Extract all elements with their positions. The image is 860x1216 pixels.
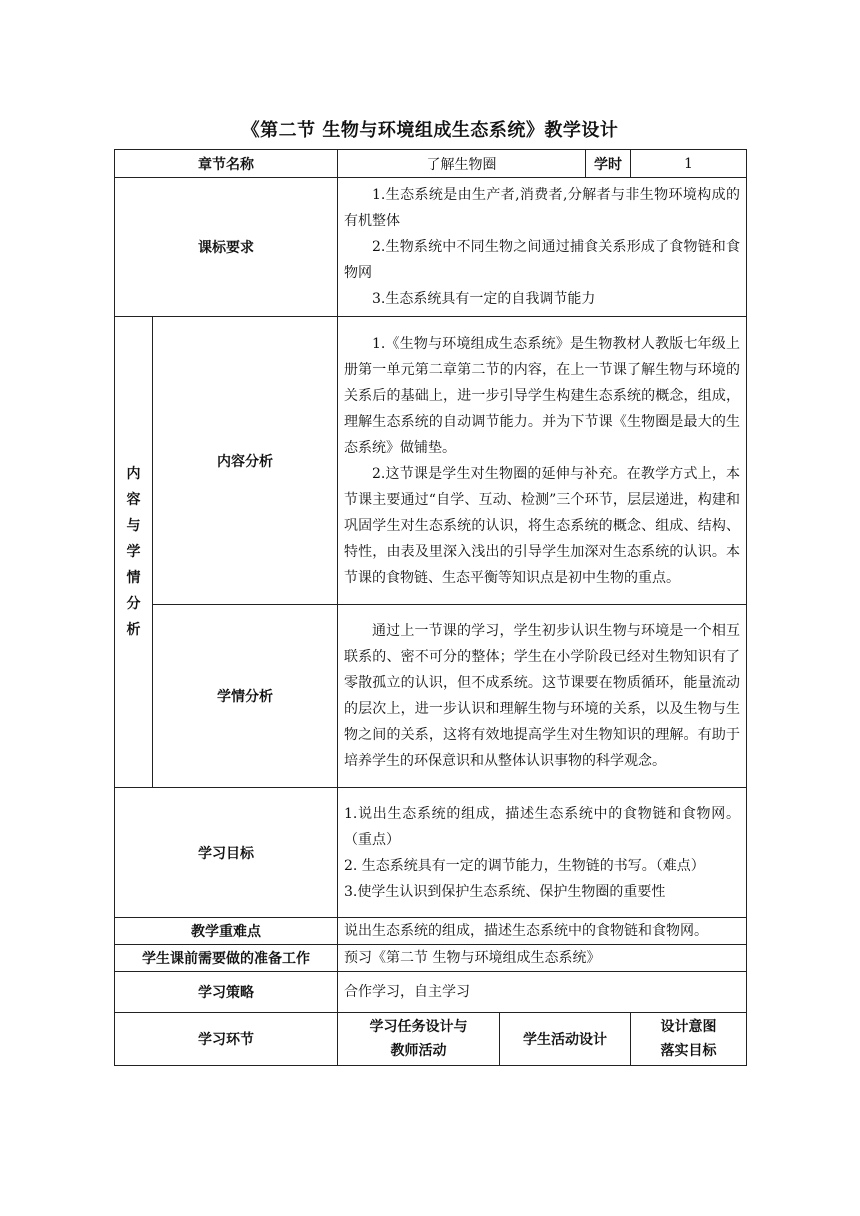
objectives-cell [338, 788, 747, 918]
objectives-row [115, 788, 747, 918]
intent-header [631, 1013, 747, 1066]
analysis-group-char: 情 [126, 570, 141, 586]
standards-item: 2.生物系统中不同生物之间通过捕食关系形成了食物链和食物网 [344, 239, 740, 281]
analysis-group-char: 分 [126, 596, 141, 612]
prep-label: 学生课前需要做的准备工作 [115, 945, 338, 972]
prep-row [115, 945, 747, 972]
task-header-line: 学习任务设计与 [369, 1019, 468, 1035]
analysis-group-label [115, 317, 153, 788]
stage-header-row [115, 1013, 747, 1066]
content-analysis-row [115, 317, 747, 605]
learner-analysis-cell [338, 605, 747, 788]
standards-row [115, 178, 747, 317]
standards-label: 课标要求 [115, 178, 338, 317]
learner-analysis-row [115, 605, 747, 788]
analysis-group-char: 学 [126, 544, 141, 560]
keypoints-label: 教学重难点 [115, 918, 338, 945]
activity-header: 学生活动设计 [500, 1013, 631, 1066]
chapter-value: 了解生物圈 [338, 150, 586, 178]
content-analysis-label: 内容分析 [153, 317, 338, 605]
analysis-group-char: 与 [126, 518, 141, 534]
lesson-plan-table [114, 149, 747, 1066]
content-analysis-paragraph: 2.这节课是学生对生物圈的延伸与补充。在教学方式上，本节课主要通过“自学、互动、检测”三个环节，层层递进，构建和巩固学生对生态系统的认识，将生态系统的概念、组成、结构、特性，由表及里深入浅出的引导学生加深对生态系统的认识。本节课的食物链、生态平衡等知识点是初中生物的重点。 [344, 465, 740, 586]
analysis-group-char: 析 [126, 622, 141, 638]
objectives-label: 学习目标 [115, 788, 338, 918]
standards-item: 3.生态系统具有一定的自我调节能力 [372, 291, 596, 307]
content-analysis-paragraph: 1.《生物与环境组成生态系统》是生物教材人教版七年级上册第一单元第二章第二节的内容，在上一节课了解生物与环境的关系后的基础上，进一步引导学生构建生态系统的概念，组成，理解生态系统的自动调节能力。并为下节课《生物圈是最大的生态系统》做铺垫。 [344, 335, 740, 456]
hours-label: 学时 [586, 150, 631, 178]
stage-header: 学习环节 [115, 1013, 338, 1066]
task-header [338, 1013, 500, 1066]
standards-cell [338, 178, 747, 317]
analysis-group-char: 容 [126, 492, 141, 508]
keypoints-row [115, 918, 747, 945]
task-header-line: 教师活动 [390, 1043, 447, 1059]
learner-analysis-label: 学情分析 [153, 605, 338, 788]
analysis-group-char: 内 [126, 466, 141, 482]
strategy-row [115, 972, 747, 1013]
chapter-label: 章节名称 [115, 150, 338, 178]
strategy-label: 学习策略 [115, 972, 338, 1013]
intent-header-line: 落实目标 [660, 1043, 717, 1059]
hours-value: 1 [631, 150, 747, 178]
standards-item: 1.生态系统是由生产者,消费者,分解者与非生物环境构成的有机整体 [344, 187, 740, 229]
prep-value: 预习《第二节 生物与环境组成生态系统》 [338, 945, 747, 972]
objective-item: 2. 生态系统具有一定的调节能力，生物链的书写。（难点） [344, 857, 705, 874]
objective-item: 3.使学生认识到保护生态系统、保护生物圈的重要性 [344, 883, 666, 900]
learner-analysis-paragraph: 通过上一节课的学习，学生初步认识生物与环境是一个相互联系的、密不可分的整体；学生在小学阶段已经对生物知识有了零散孤立的认识，但不成系统。这节课要在物质循环，能量流动的层次上，进一步认识和理解生物与环境的关系，以及生物与生物之间的关系，这将有效地提高学生对生物知识的理解。有助于培养学生的环保意识和从整体认识事物的科学观念。 [344, 623, 740, 769]
keypoints-value: 说出生态系统的组成，描述生态系统中的食物链和食物网。 [338, 918, 747, 945]
objective-item: 1.说出生态系统的组成，描述生态系统中的食物链和食物网。（重点） [344, 805, 740, 848]
intent-header-line: 设计意图 [660, 1019, 717, 1035]
strategy-value: 合作学习，自主学习 [338, 972, 747, 1013]
chapter-row [115, 150, 747, 178]
document-title: 《第二节 生物与环境组成生态系统》教学设计 [241, 120, 619, 141]
content-analysis-cell [338, 317, 747, 605]
